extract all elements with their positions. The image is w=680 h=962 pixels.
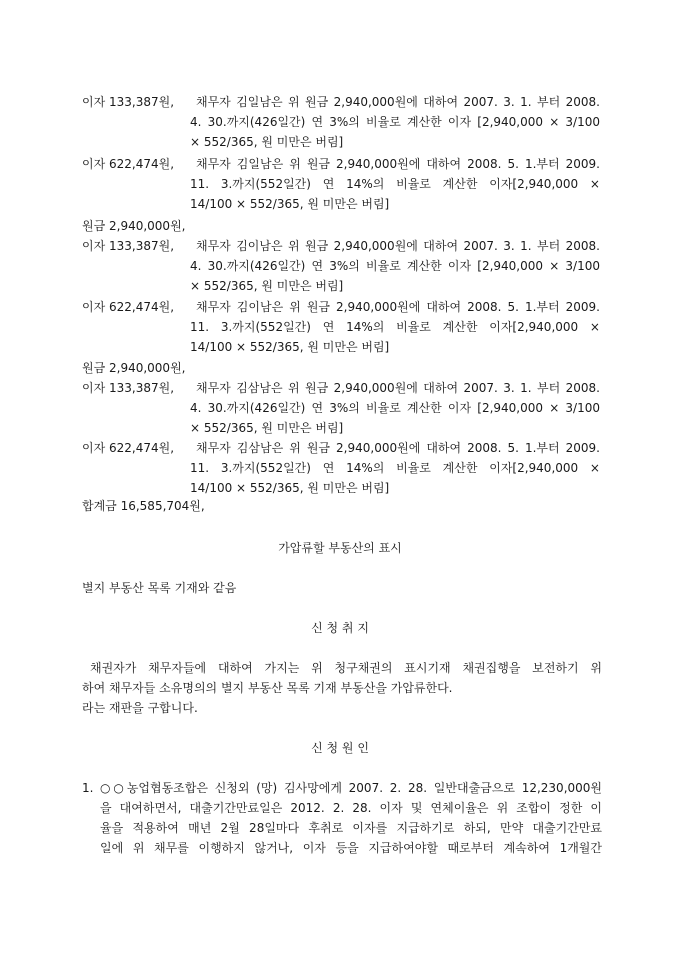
purpose-line: 하여 채무자들 소유명의의 별지 부동산 목록 기재 부동산을 가압류한다. xyxy=(82,681,453,695)
claim-description xyxy=(190,438,600,498)
property-heading: 가압류할 부동산의 표시 xyxy=(278,541,402,555)
claim-description xyxy=(190,297,600,357)
principal-label: 원금 2,940,000원, xyxy=(82,219,186,233)
claim-line: 11. 3.까지(552일간) 연 14%의 비율로 계산한 이자[2,940,000 × xyxy=(190,320,600,334)
claim-line: 채무자 김일남은 위 원금 2,940,000원에 대하여 2007. 3. 1. 부터 2008. xyxy=(196,95,600,109)
claim-label: 이자 622,474원, xyxy=(82,157,175,171)
claim-line: × 552/365, 원 미만은 버림] xyxy=(190,421,344,435)
claim-label: 이자 133,387원, xyxy=(82,239,175,253)
reason-line: ○○농업협동조합은 신청외 (망) 김사망에게 2007. 2. 28. 일반대출금으로 12,230,000원 xyxy=(100,781,602,795)
reason-line: 을 대여하면서, 대출기간만료일은 2012. 2. 28. 이자 및 연체이율은 위 조합이 정한 이 xyxy=(100,801,602,815)
claim-description xyxy=(190,378,600,438)
purpose-line: 채권자가 채무자들에 대하여 가지는 위 청구채권의 표시기재 채권집행을 보전하기 위 xyxy=(90,661,602,675)
claim-description xyxy=(190,92,600,152)
purpose-heading: 신 청 취 지 xyxy=(311,621,369,635)
claim-line: 채무자 김일남은 위 원금 2,940,000원에 대하여 2008. 5. 1.부터 2009. xyxy=(196,157,600,171)
claim-line: 채무자 김삼남은 위 원금 2,940,000원에 대하여 2008. 5. 1.부터 2009. xyxy=(196,441,600,455)
total-amount: 합계금 16,585,704원, xyxy=(82,499,205,513)
claim-line: 14/100 × 552/365, 원 미만은 버림] xyxy=(190,340,390,354)
claim-line: × 552/365, 원 미만은 버림] xyxy=(190,135,344,149)
claim-label: 이자 133,387원, xyxy=(82,95,175,109)
claim-line: 11. 3.까지(552일간) 연 14%의 비율로 계산한 이자[2,940,000 × xyxy=(190,177,600,191)
claim-line: 14/100 × 552/365, 원 미만은 버림] xyxy=(190,197,390,211)
property-text: 별지 부동산 목록 기재와 같음 xyxy=(82,581,237,595)
claim-label: 이자 622,474원, xyxy=(82,441,175,455)
claim-line: 채무자 김이남은 위 원금 2,940,000원에 대하여 2008. 5. 1.부터 2009. xyxy=(196,300,600,314)
claim-description xyxy=(190,236,600,296)
reason-line: 일에 위 채무를 이행하지 않거나, 이자 등을 지급하여야할 때로부터 계속하여 1개월간 xyxy=(100,841,602,855)
claim-line: 4. 30.까지(426일간) 연 3%의 비율로 계산한 이자 [2,940,000 × 3/100 xyxy=(190,115,600,129)
claim-line: 14/100 × 552/365, 원 미만은 버림] xyxy=(190,481,390,495)
claim-label: 이자 622,474원, xyxy=(82,300,175,314)
claim-label: 이자 133,387원, xyxy=(82,381,175,395)
reason-number: 1. xyxy=(82,781,94,795)
reason-line: 율을 적용하여 매년 2월 28일마다 후취로 이자를 지급하기로 하되, 만약 대출기간만료 xyxy=(100,821,602,835)
principal-label: 원금 2,940,000원, xyxy=(82,361,186,375)
claim-line: 11. 3.까지(552일간) 연 14%의 비율로 계산한 이자[2,940,000 × xyxy=(190,461,600,475)
reason-paragraph xyxy=(100,778,602,858)
claim-line: × 552/365, 원 미만은 버림] xyxy=(190,279,344,293)
purpose-paragraph xyxy=(82,658,602,718)
claim-line: 4. 30.까지(426일간) 연 3%의 비율로 계산한 이자 [2,940,000 × 3/100 xyxy=(190,259,600,273)
reason-heading: 신 청 원 인 xyxy=(311,741,369,755)
claim-line: 채무자 김삼남은 위 원금 2,940,000원에 대하여 2007. 3. 1. 부터 2008. xyxy=(196,381,600,395)
claim-description xyxy=(190,154,600,214)
purpose-line: 라는 재판을 구합니다. xyxy=(82,701,198,715)
claim-line: 채무자 김이남은 위 원금 2,940,000원에 대하여 2007. 3. 1. 부터 2008. xyxy=(196,239,600,253)
claim-line: 4. 30.까지(426일간) 연 3%의 비율로 계산한 이자 [2,940,000 × 3/100 xyxy=(190,401,600,415)
